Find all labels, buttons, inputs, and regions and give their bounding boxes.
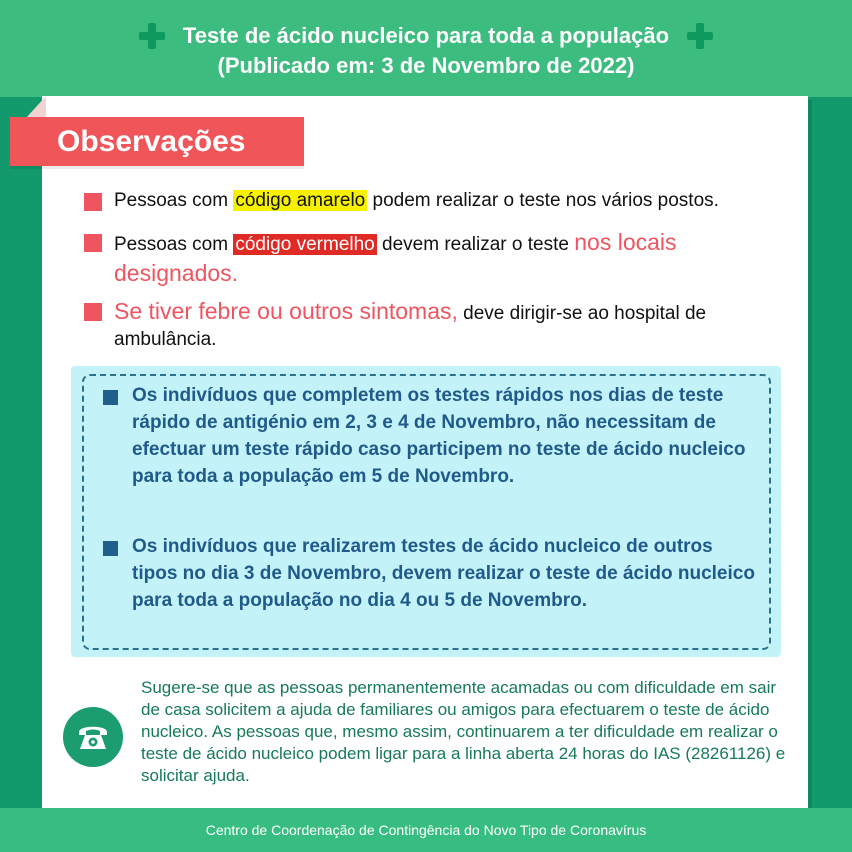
help-text: Sugere-se que as pessoas permanentemente acamadas ou com dificuldade em sair de casa solicitem a ajuda de familiares ou amigos para efectuarem o teste de ácido nucleico. As pessoas que, mesmo assim, continuarem a ter dificuldade em realizar o teste de ácido nucleico podem ligar para a linha aberta 24 horas do IAS (28261126) e solicitar ajuda. — [141, 678, 786, 785]
info-item: Os indivíduos que completem os testes rápidos nos dias de teste rápido de antigénio em 2, 3 e 4 de Novembro, não necessitam de efectuar um teste rápido caso participem no teste de ácido nucleico para toda a população em 5 de Novembro. — [132, 385, 746, 487]
bullet-square-icon — [84, 303, 102, 321]
telephone-glyph — [76, 721, 110, 753]
observation-emphasis: Se tiver febre ou outros sintomas, — [114, 298, 458, 324]
observation-text: Pessoas com — [114, 190, 234, 211]
footer: Centro de Coordenação de Contingência do Novo Tipo de Coronavírus — [0, 808, 852, 852]
bullet-square-icon — [103, 541, 118, 556]
observation-text: podem realizar o teste nos vários postos. — [367, 190, 719, 211]
red-code-highlight: código vermelho — [235, 234, 375, 255]
page-title: Teste de ácido nucleico para toda a população — [182, 23, 670, 48]
card-fold-decoration — [26, 96, 46, 118]
observation-item — [114, 298, 774, 353]
bullet-square-icon — [103, 390, 118, 405]
green-cross-icon — [139, 23, 165, 49]
bullet-square-icon — [84, 234, 102, 252]
observation-text: devem realizar o teste — [376, 234, 575, 255]
header-banner — [0, 0, 852, 97]
yellow-code-highlight: código amarelo — [235, 190, 366, 211]
observation-text: Pessoas com — [114, 234, 234, 255]
observation-text: deve dirigir-se ao hospital de ambulância. — [114, 303, 707, 350]
page-subtitle: (Publicado em: 3 de Novembro de 2022) — [217, 53, 635, 78]
observation-item — [114, 187, 774, 215]
observation-emphasis: nos locais designados. — [114, 229, 677, 286]
telephone-icon — [63, 707, 123, 767]
bullet-square-icon — [84, 193, 102, 211]
observation-item — [114, 228, 774, 290]
info-item: Os indivíduos que realizarem testes de ácido nucleico de outros tipos no dia 3 de Novembro, devem realizar o teste de ácido nucleico para toda a população no dia 4 ou 5 de Novembro. — [132, 536, 755, 611]
green-cross-icon — [687, 23, 713, 49]
section-tag: Observações — [10, 117, 304, 166]
